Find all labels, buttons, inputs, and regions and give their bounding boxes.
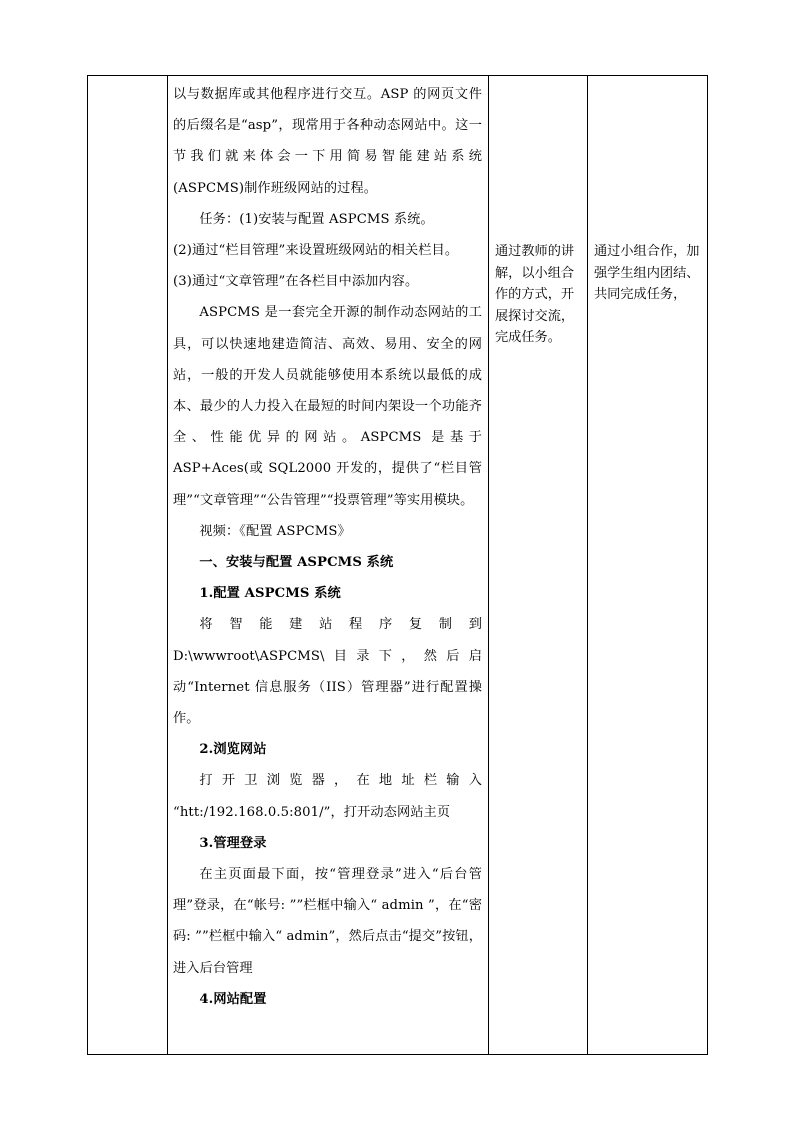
blank-left-cell <box>88 76 168 1055</box>
lesson-plan-table <box>87 75 708 1055</box>
section-heading: 一、安装与配置 ASPCMS 系统 <box>199 555 394 571</box>
teacher-activity-text: 通过教师的讲解，以小组合作的方式，开展探讨交流，完成任务。 <box>495 244 575 345</box>
subsection-heading-2: 2.浏览网站 <box>199 742 267 758</box>
teacher-activity <box>489 76 587 349</box>
task-paragraph: 任务：(1)安装与配置 ASPCMS 系统。 <box>199 211 434 227</box>
config-paragraph: 将智能建站程序复制到 D:\wwwroot\ASPCMS\目录下，然后启动“Internet 信息服务（IIS）管理器”进行配置操作。 <box>173 617 482 727</box>
subsection-heading-4: 4.网站配置 <box>199 991 267 1007</box>
main-content <box>168 76 488 1015</box>
design-intent-text: 通过小组合作，加强学生组内团结、共同完成任务， <box>594 244 700 302</box>
intro-paragraph: 以与数据库或其他程序进行交互。ASP 的网页文件的后缀名是“asp”，现常用于各种动态网站中。这一节我们就来体会一下用简易智能建站系统(ASPCMS)制作班级网站的过程。 <box>173 87 482 196</box>
main-content-cell <box>168 76 489 1055</box>
browse-paragraph-line1: 打开卫浏览器，在地址栏输入 <box>199 773 482 789</box>
table-row <box>88 76 708 1055</box>
aspcms-description: ASPCMS 是一套完全开源的制作动态网站的工具，可以快速地建造简洁、高效、易用、安全的网站，一般的开发人员就能够使用本系统以最低的成本、最少的人力投入在最短的时间内架设一个功能齐全、性能优异的网站。ASPCMS 是基于 ASP+Aces(或 SQL2000 开发的，提供了“栏目管理”“文章管理”“公告管理”“投票管理”等实用模块。 <box>173 305 482 508</box>
login-paragraph: 在主页面最下面，按“管理登录”进入“后台管理”登录，在“帐号: ””栏框中输入“ admin ”，在“密码: ””栏框中输入“ admin”，然后点击“提交”按钮，进入后台管理 <box>173 867 482 976</box>
video-title: 视频：《配置 ASPCMS》 <box>199 523 351 539</box>
subsection-heading-3: 3.管理登录 <box>199 835 267 851</box>
design-intent <box>588 76 707 306</box>
design-intent-cell <box>588 76 708 1055</box>
subsection-heading-1: 1.配置 ASPCMS 系统 <box>199 586 341 602</box>
teacher-activity-cell <box>489 76 588 1055</box>
task-item-2: (2)通过“栏目管理”来设置班级网站的相关栏目。 <box>173 243 459 259</box>
task-item-3: (3)通过“文章管理”在各栏目中添加内容。 <box>173 274 419 290</box>
browse-paragraph-line2: “htt:/192.168.0.5:801/”，打开动态网站主页 <box>173 804 451 820</box>
